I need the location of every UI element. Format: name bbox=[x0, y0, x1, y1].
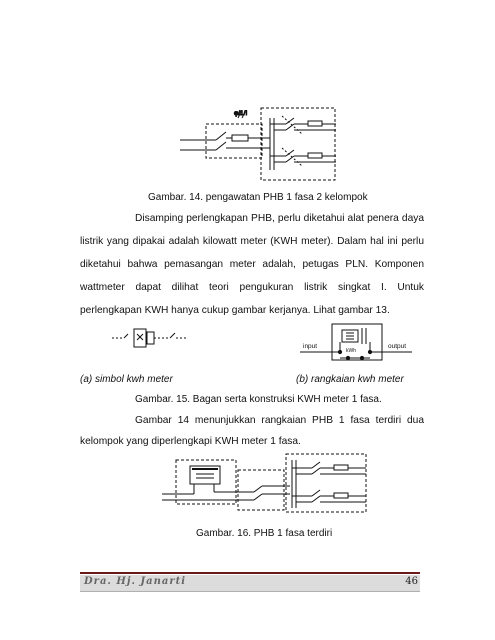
caption-figure-16: Gambar. 16. PHB 1 fasa terdiri bbox=[196, 528, 333, 539]
figure-15a-kwh-symbol bbox=[110, 326, 190, 350]
paragraph-line-1: Disamping perlengkapan PHB, perlu diketahui alat penera daya bbox=[135, 213, 424, 224]
input-label: input bbox=[303, 343, 318, 350]
footer-rule bbox=[80, 572, 420, 574]
subcaption-b: (b) rangkaian kwh meter bbox=[296, 374, 404, 385]
paragraph-line-3: diketahui bahwa pemasangan meter adalah, petugas PLN. Komponen bbox=[80, 259, 424, 270]
output-label: output bbox=[388, 343, 407, 350]
phase-mark: φ/1/I bbox=[234, 110, 248, 117]
paragraph2-line-2: kelompok yang diperlengkapi KWH meter 1 fasa. bbox=[80, 436, 301, 447]
figure-14-diagram bbox=[178, 104, 338, 182]
figure-16-diagram bbox=[162, 452, 368, 514]
subcaption-a: (a) simbol kwh meter bbox=[80, 374, 173, 385]
caption-figure-15: Gambar. 15. Bagan serta konstruksi KWH meter 1 fasa. bbox=[135, 394, 382, 405]
paragraph-line-4: wattmeter dapat dilihat teori pengukuran listrik singkat I. Untuk bbox=[80, 282, 424, 293]
paragraph-line-5: perlengkapan KWH hanya cukup gambar kerjanya. Lihat gambar 13. bbox=[80, 305, 390, 316]
kwh-label: kWh bbox=[346, 348, 356, 354]
paragraph-line-2: listrik yang dipakai adalah kilowatt meter (KWH meter). Dalam hal ini perlu bbox=[80, 236, 424, 247]
paragraph2-line-1: Gambar 14 menunjukkan rangkaian PHB 1 fasa terdiri dua bbox=[135, 415, 424, 426]
page-number: 46 bbox=[405, 576, 418, 587]
figure-15b-kwh-circuit bbox=[300, 322, 412, 366]
footer-author: Dra. Hj. Janarti bbox=[84, 576, 187, 587]
caption-figure-14: Gambar. 14. pengawatan PHB 1 fasa 2 kelompok bbox=[148, 192, 368, 203]
